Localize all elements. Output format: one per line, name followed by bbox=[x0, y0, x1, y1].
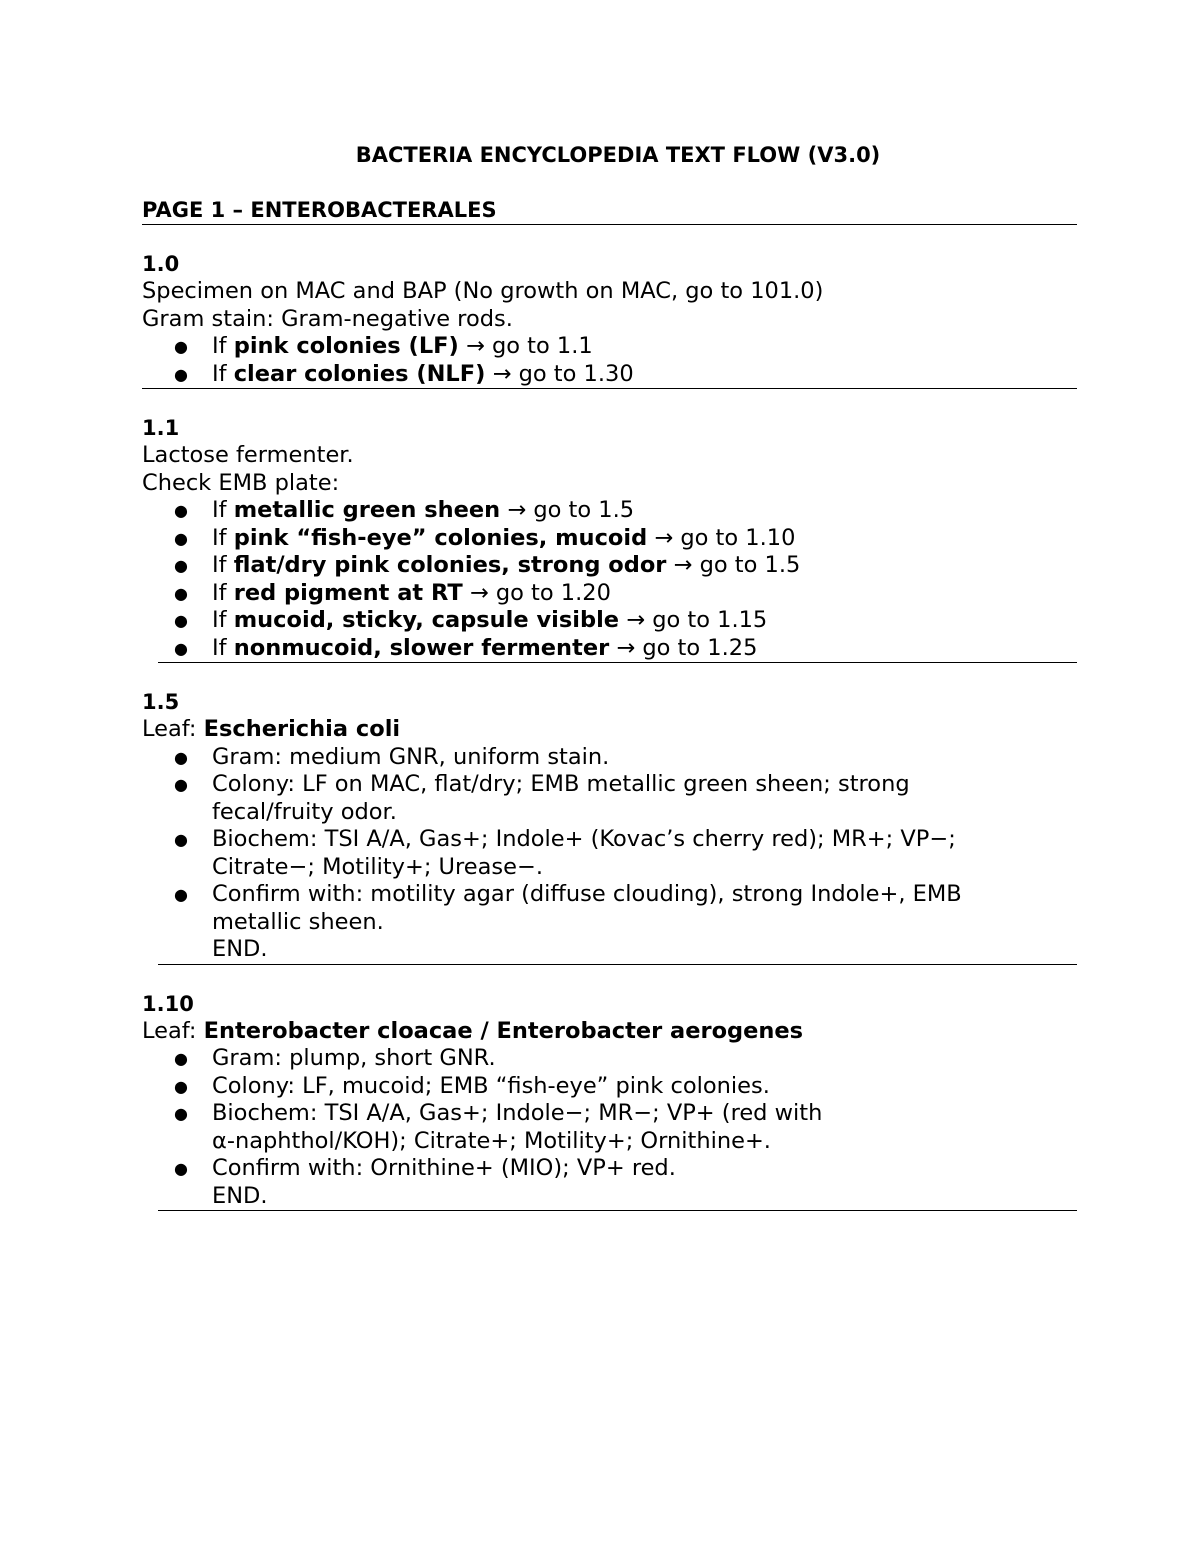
leaf-line: Leaf: Escherichia coli bbox=[142, 716, 401, 742]
bullet-icon: ● bbox=[174, 583, 188, 603]
bullet-icon: ● bbox=[174, 775, 188, 794]
section-id: 1.0 bbox=[142, 252, 180, 276]
bullet-icon: ● bbox=[174, 501, 188, 520]
section-1-5 bbox=[142, 688, 1077, 965]
list-item: ● If flat/dry pink colonies, strong odor → go to 1.5 bbox=[174, 552, 801, 578]
list-item: ● If red pigment at RT → go to 1.20 bbox=[174, 579, 611, 606]
bullet-icon: ● bbox=[174, 611, 188, 630]
list-item: ● If pink “fish-eye” colonies, mucoid → go to 1.10 bbox=[174, 524, 796, 551]
list-item: ● Biochem: TSI A/A, Gas+; Indole−; MR−; VP+ (red with α-naphthol/KOH); Citrate+; Motility+; Ornithine+. bbox=[174, 1100, 823, 1154]
bullet-icon: ● bbox=[174, 528, 188, 548]
bullet-icon: ● bbox=[174, 556, 188, 575]
section-id: 1.10 bbox=[142, 991, 194, 1016]
list-item: ● Gram: plump, short GNR. bbox=[174, 1045, 496, 1071]
bullet-icon: ● bbox=[174, 638, 188, 658]
document-page bbox=[142, 140, 1077, 1211]
text-line: Gram stain: Gram-negative rods. bbox=[142, 305, 513, 332]
bullet-icon: ● bbox=[174, 1049, 188, 1068]
list-item: ● If metallic green sheen → go to 1.5 bbox=[174, 497, 635, 523]
document-title: BACTERIA ENCYCLOPEDIA TEXT FLOW (V3.0) bbox=[355, 143, 881, 167]
page-heading: PAGE 1 – ENTEROBACTERALES bbox=[142, 196, 1077, 225]
leaf-name: Escherichia coli bbox=[203, 716, 401, 742]
bullet-icon: ● bbox=[174, 364, 188, 384]
list-item: ● Confirm with: motility agar (diffuse clouding), strong Indole+, EMB metallic sheen. END. bbox=[174, 881, 962, 962]
list-item: ● If nonmucoid, slower fermenter → go to 1.25 bbox=[174, 634, 758, 661]
text-line: Check EMB plate: bbox=[142, 469, 340, 496]
list-item: ● Colony: LF on MAC, flat/dry; EMB metallic green sheen; strong fecal/fruity odor. bbox=[174, 771, 910, 825]
bullet-icon: ● bbox=[174, 1076, 188, 1096]
text-line: Lactose fermenter. bbox=[142, 442, 354, 468]
bullet-icon: ● bbox=[174, 1159, 188, 1178]
list-item: ● If pink colonies (LF) → go to 1.1 bbox=[174, 333, 593, 359]
section-1-10 bbox=[142, 990, 1077, 1212]
bullet-icon: ● bbox=[174, 1104, 188, 1123]
leaf-name: Enterobacter cloacae / Enterobacter aerogenes bbox=[203, 1017, 804, 1044]
section-id: 1.5 bbox=[142, 690, 180, 714]
list-item: ● Colony: LF, mucoid; EMB “fish-eye” pink colonies. bbox=[174, 1072, 770, 1099]
list-item: ● Biochem: TSI A/A, Gas+; Indole+ (Kovac’s cherry red); MR+; VP−; Citrate−; Motility+; Urease−. bbox=[174, 826, 956, 880]
text-line: Specimen on MAC and BAP (No growth on MAC, go to 101.0) bbox=[142, 278, 824, 304]
bullet-icon: ● bbox=[174, 885, 188, 904]
bullet-icon: ● bbox=[174, 747, 188, 767]
section-id: 1.1 bbox=[142, 416, 180, 440]
bullet-list bbox=[142, 497, 1077, 662]
bullet-list bbox=[142, 1045, 1077, 1210]
leaf-line: Leaf: Enterobacter cloacae / Enterobacter aerogenes bbox=[142, 1017, 804, 1044]
section-1-0 bbox=[142, 250, 1077, 389]
bullet-icon: ● bbox=[174, 830, 188, 849]
section-1-1 bbox=[142, 414, 1077, 663]
bullet-icon: ● bbox=[174, 337, 188, 356]
list-item: ● Gram: medium GNR, uniform stain. bbox=[174, 743, 610, 770]
bullet-list bbox=[142, 333, 1077, 388]
list-item: ● If clear colonies (NLF) → go to 1.30 bbox=[174, 360, 634, 387]
bullet-list bbox=[142, 744, 1077, 964]
list-item: ● If mucoid, sticky, capsule visible → go to 1.15 bbox=[174, 607, 768, 633]
list-item: ● Confirm with: Ornithine+ (MIO); VP+ red. END. bbox=[174, 1155, 676, 1209]
